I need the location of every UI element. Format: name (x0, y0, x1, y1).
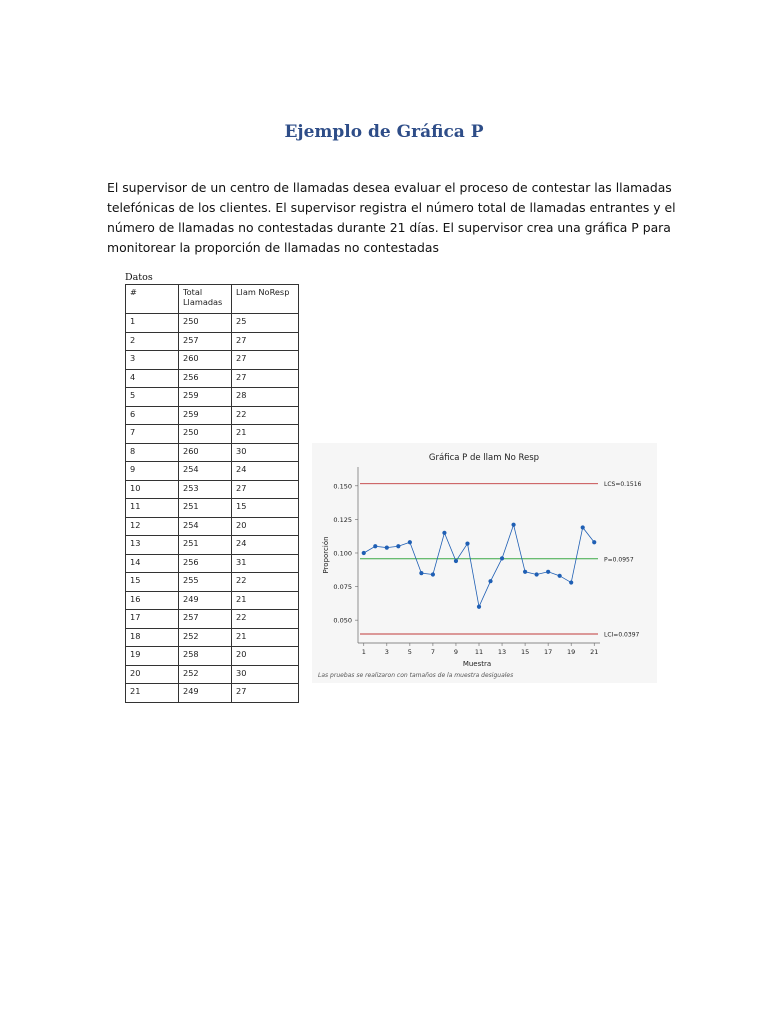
p-chart (312, 443, 657, 683)
paragraph-line: El supervisor de un centro de llamadas desea evaluar el proceso de contestar las llamadas (107, 180, 672, 195)
total-calls-cell: 256 (179, 369, 232, 388)
intro-paragraph (107, 178, 676, 258)
row-number-cell: 7 (126, 425, 179, 444)
total-calls-cell: 251 (179, 499, 232, 518)
row-number-cell: 18 (126, 628, 179, 647)
row-number-cell: 17 (126, 610, 179, 629)
table-caption: Datos (125, 272, 153, 283)
unanswered-cell: 28 (232, 388, 299, 407)
paragraph-line: monitorear la proporción de llamadas no contestadas (107, 240, 439, 255)
data-point (362, 551, 366, 555)
y-tick-label: 0.125 (333, 515, 352, 524)
unanswered-cell: 21 (232, 628, 299, 647)
unanswered-cell: 24 (232, 536, 299, 555)
table-row (126, 314, 299, 333)
x-tick-label: 21 (590, 648, 599, 656)
total-calls-cell: 260 (179, 351, 232, 370)
y-tick-label: 0.075 (333, 583, 352, 592)
header-unanswered: Llam NoResp (232, 285, 299, 314)
unanswered-cell: 27 (232, 684, 299, 703)
table-row (126, 425, 299, 444)
unanswered-cell: 24 (232, 462, 299, 481)
row-number-cell: 15 (126, 573, 179, 592)
row-number-cell: 20 (126, 665, 179, 684)
row-number-cell: 1 (126, 314, 179, 333)
total-calls-cell: 249 (179, 591, 232, 610)
total-calls-cell: 252 (179, 628, 232, 647)
total-calls-cell: 253 (179, 480, 232, 499)
data-point (385, 546, 389, 550)
table-row (126, 610, 299, 629)
chart-footnote: Las pruebas se realizaron con tamaños de la muestra desiguales (318, 672, 514, 679)
total-calls-cell: 254 (179, 462, 232, 481)
table-row (126, 499, 299, 518)
data-point (477, 605, 481, 609)
x-tick-label: 15 (520, 648, 530, 656)
total-calls-cell: 251 (179, 536, 232, 555)
row-number-cell: 3 (126, 351, 179, 370)
data-point (546, 570, 550, 574)
total-calls-cell: 249 (179, 684, 232, 703)
ucl-line-label: LCS=0.1516 (604, 481, 642, 489)
x-tick-label: 13 (497, 648, 507, 656)
unanswered-cell: 21 (232, 425, 299, 444)
table-row (126, 351, 299, 370)
x-tick-label: 11 (474, 648, 484, 656)
total-calls-cell: 257 (179, 610, 232, 629)
total-calls-cell: 250 (179, 425, 232, 444)
data-point (373, 544, 377, 548)
data-table-block (119, 270, 313, 696)
table-row (126, 369, 299, 388)
table-row (126, 554, 299, 573)
row-number-cell: 8 (126, 443, 179, 462)
unanswered-cell: 22 (232, 610, 299, 629)
table-row (126, 628, 299, 647)
row-number-cell: 10 (126, 480, 179, 499)
total-calls-cell: 255 (179, 573, 232, 592)
header-number: # (126, 285, 179, 314)
data-point (396, 544, 400, 548)
data-point (431, 572, 435, 576)
unanswered-cell: 15 (232, 499, 299, 518)
table-row (126, 591, 299, 610)
y-tick-label: 0.050 (333, 616, 352, 625)
data-table (125, 284, 299, 703)
table-row (126, 332, 299, 351)
row-number-cell: 11 (126, 499, 179, 518)
row-number-cell: 9 (126, 462, 179, 481)
table-body (126, 314, 299, 703)
table-row (126, 462, 299, 481)
row-number-cell: 19 (126, 647, 179, 666)
total-calls-cell: 257 (179, 332, 232, 351)
table-row (126, 388, 299, 407)
data-point (511, 523, 515, 527)
row-number-cell: 2 (126, 332, 179, 351)
unanswered-cell: 22 (232, 406, 299, 425)
table-row (126, 684, 299, 703)
total-calls-cell: 260 (179, 443, 232, 462)
unanswered-cell: 27 (232, 351, 299, 370)
table-row (126, 536, 299, 555)
data-point (523, 570, 527, 574)
table-header-row (126, 285, 299, 314)
total-calls-cell: 259 (179, 388, 232, 407)
x-tick-label: 1 (361, 648, 366, 656)
data-point (581, 525, 585, 529)
unanswered-cell: 21 (232, 591, 299, 610)
data-point (465, 541, 469, 545)
y-tick-label: 0.150 (333, 482, 352, 491)
total-calls-cell: 258 (179, 647, 232, 666)
data-point (569, 580, 573, 584)
row-number-cell: 6 (126, 406, 179, 425)
table-row (126, 480, 299, 499)
document-title: Ejemplo de Gráfica P (284, 122, 484, 142)
data-point (419, 571, 423, 575)
data-point (535, 572, 539, 576)
chart-title: Gráfica P de llam No Resp (428, 453, 540, 463)
x-tick-label: 17 (544, 648, 553, 656)
total-calls-cell: 256 (179, 554, 232, 573)
row-number-cell: 21 (126, 684, 179, 703)
paragraph-line: número de llamadas no contestadas durante 21 días. El supervisor crea una gráfica P para (107, 220, 671, 235)
row-number-cell: 16 (126, 591, 179, 610)
unanswered-cell: 27 (232, 480, 299, 499)
unanswered-cell: 30 (232, 665, 299, 684)
data-point (500, 556, 504, 560)
table-row (126, 443, 299, 462)
x-tick-label: 7 (430, 648, 435, 656)
row-number-cell: 13 (126, 536, 179, 555)
data-point (454, 559, 458, 563)
data-point (442, 531, 446, 535)
row-number-cell: 14 (126, 554, 179, 573)
row-number-cell: 4 (126, 369, 179, 388)
center-line-label: P=0.0957 (604, 556, 634, 564)
series-line (364, 525, 594, 607)
x-tick-label: 19 (567, 648, 576, 656)
total-calls-cell: 250 (179, 314, 232, 333)
table-row (126, 406, 299, 425)
unanswered-cell: 27 (232, 332, 299, 351)
unanswered-cell: 20 (232, 517, 299, 536)
unanswered-cell: 31 (232, 554, 299, 573)
header-total-calls: Total Llamadas (179, 285, 232, 314)
paragraph-line: telefónicas de los clientes. El supervisor registra el número total de llamadas entrantes y el (107, 200, 676, 215)
p-chart-svg (312, 443, 657, 683)
table-row (126, 647, 299, 666)
unanswered-cell: 20 (232, 647, 299, 666)
table-row (126, 573, 299, 592)
x-tick-label: 9 (453, 648, 459, 656)
table-row (126, 665, 299, 684)
y-tick-label: 0.100 (333, 549, 352, 558)
x-tick-label: 5 (407, 648, 412, 656)
y-axis-label: Proporción (322, 536, 330, 574)
unanswered-cell: 30 (232, 443, 299, 462)
unanswered-cell: 27 (232, 369, 299, 388)
total-calls-cell: 259 (179, 406, 232, 425)
unanswered-cell: 25 (232, 314, 299, 333)
total-calls-cell: 254 (179, 517, 232, 536)
data-point (592, 540, 596, 544)
data-point (558, 574, 562, 578)
data-point (408, 540, 412, 544)
unanswered-cell: 22 (232, 573, 299, 592)
table-row (126, 517, 299, 536)
lcl-line-label: LCI=0.0397 (604, 631, 640, 639)
row-number-cell: 5 (126, 388, 179, 407)
x-axis-label: Muestra (462, 660, 492, 668)
row-number-cell: 12 (126, 517, 179, 536)
x-tick-label: 3 (384, 648, 389, 656)
total-calls-cell: 252 (179, 665, 232, 684)
data-point (488, 579, 492, 583)
